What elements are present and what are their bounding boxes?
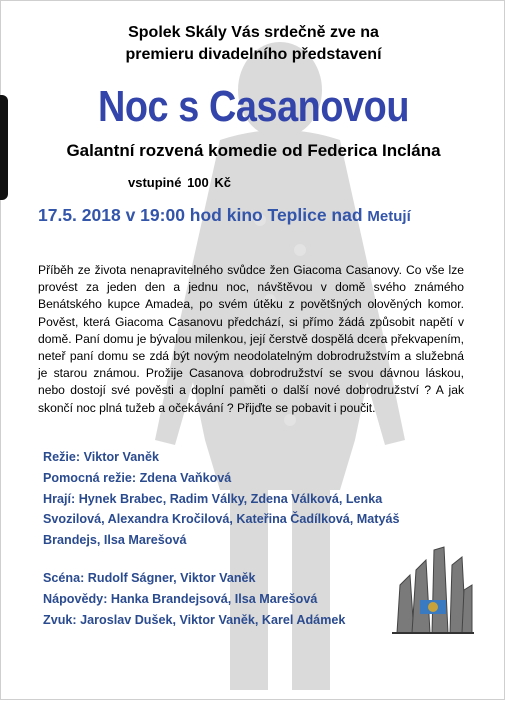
invitation-line-1: Spolek Skály Vás srdečně zve na	[128, 24, 379, 41]
play-subtitle: Galantní rozvená komedie od Federica Inclána	[66, 141, 441, 160]
date-venue-main: 17.5. 2018 v 19:00 hod kino Teplice nad	[38, 205, 363, 225]
credit-line: Hrají: Hynek Brabec, Radim Války, Zdena Válková, Lenka	[43, 491, 383, 506]
invitation-header	[0, 22, 507, 66]
play-title: Noc s Casanovou	[97, 82, 410, 131]
credit-line: Brandejs, Ilsa Marešová	[43, 533, 187, 548]
date-venue-line	[38, 205, 411, 226]
credits-group-2	[43, 568, 423, 630]
ticket-price: vstupiné 100 Kč	[128, 175, 231, 190]
credit-line: Režie: Viktor Vaněk	[43, 450, 159, 464]
date-venue-tail: Metují	[367, 208, 411, 225]
credit-line: Scéna: Rudolf Ságner, Viktor Vaněk	[43, 571, 256, 585]
credit-line: Svozilová, Alexandra Kročilová, Kateřina Čadílková, Matyáš	[43, 512, 400, 527]
invitation-line-2: premieru divadelního představení	[125, 46, 382, 63]
story-paragraph: Příběh ze života nenapravitelného svůdce žen Giacoma Casanovy. Co vše lze provést za jeden den a jednu noc, návštěvou v domě svého známého Benátského kupce Amadea, po svém útěku z povětšných olověných komor. Pověst, která Giacoma Casanovu předchází, si přímo žádá způsobit napětí v domě. Paní domu je bývalou milenkou, její čerstvě dospělá dcera překvapením, neteř paní domu se zdá být novým neodolatelným dobrodružstvím a služebná je starou známou. Prožije Casanova dobrodružství se svou dávnou láskou, nebo dostojí své pověsti a doplní paměti o další nové dobrodružství ? A jak skončí noc plná tužeb a očekávání ? Přijďte se pobavit i poučit.	[38, 263, 464, 415]
credits-group-1	[43, 447, 423, 551]
credit-line: Zvuk: Jaroslav Dušek, Viktor Vaněk, Karel Adámek	[43, 612, 346, 627]
credit-line: Nápovědy: Hanka Brandejsová, Ilsa Marešová	[43, 591, 318, 606]
rock-town-logo-image	[392, 545, 474, 635]
credit-line: Pomocná režie: Zdena Vaňková	[43, 470, 232, 485]
